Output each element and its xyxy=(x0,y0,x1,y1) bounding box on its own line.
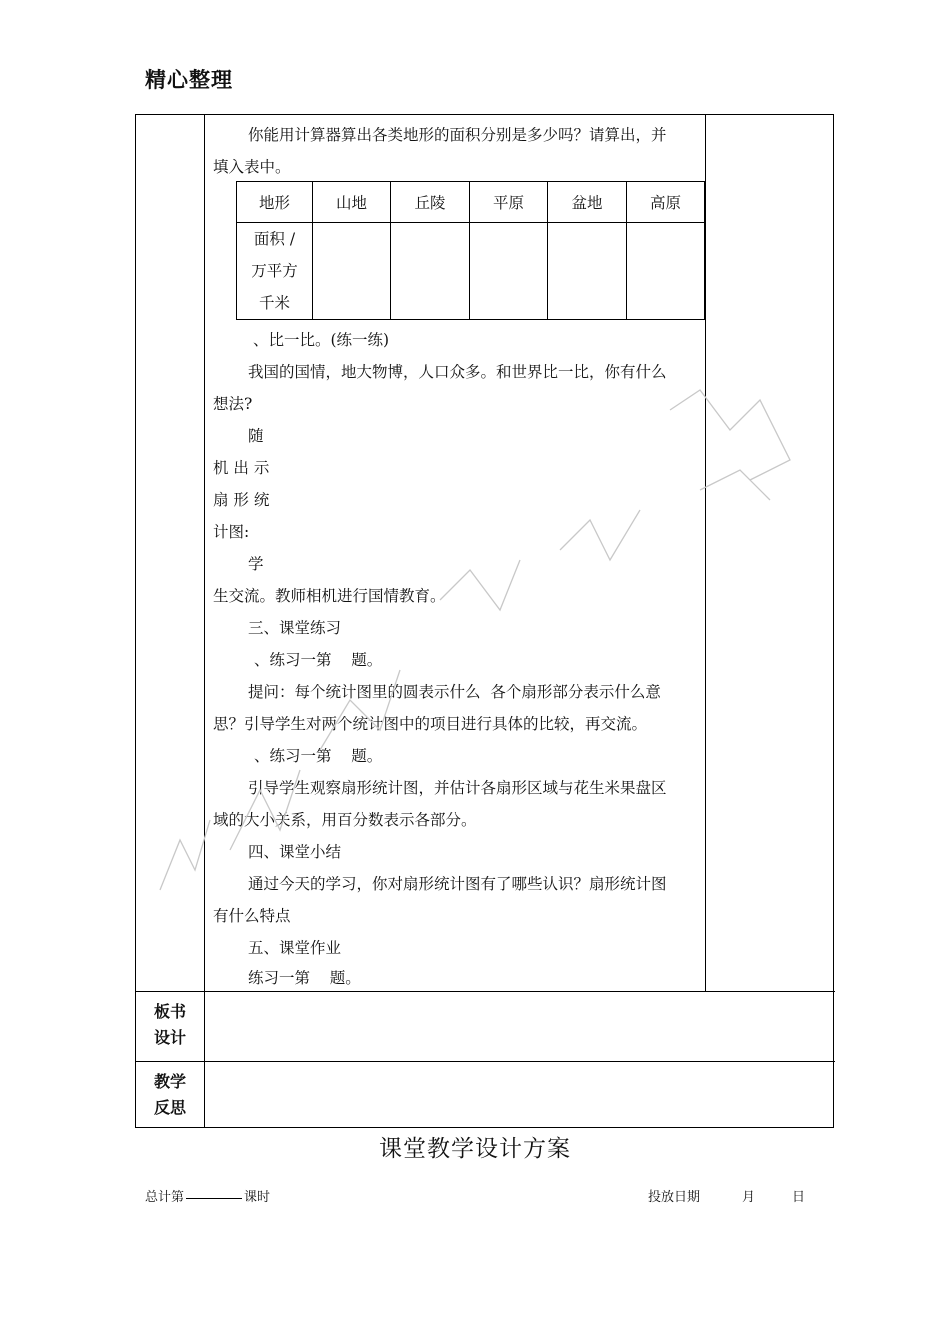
reflection-label xyxy=(136,1069,204,1121)
random-line: 扇 形 统 xyxy=(213,491,270,509)
compare-text-line-2: 想法? xyxy=(213,395,253,413)
question-line-2: 思？引导学生对两个统计图中的项目进行具体的比较，再交流。 xyxy=(213,715,648,733)
day-label: 日 xyxy=(792,1190,806,1205)
total-lessons xyxy=(145,1186,270,1205)
page-header-title: 精心整理 xyxy=(145,68,233,92)
compare-heading: 、比一比。(练一练) xyxy=(253,331,390,349)
terrain-header-cell: 丘陵 xyxy=(391,182,470,223)
terrain-header-row xyxy=(237,182,705,223)
area-label-line: 千米 xyxy=(258,294,290,312)
guide-line-2: 域的大小关系，用百分数表示各部分。 xyxy=(213,811,477,829)
area-value-cell xyxy=(391,223,470,320)
question-line-1: 提问：每个统计图里的圆表示什么 各个扇形部分表示什么意 xyxy=(248,683,661,701)
terrain-header-cell: 地形 xyxy=(237,182,313,223)
area-label-line: 面积 / xyxy=(253,230,296,248)
exercise-2: 、练习一第 题。 xyxy=(254,747,383,765)
summary-line-1: 通过今天的学习，你对扇形统计图有了哪些认识？扇形统计图 xyxy=(248,875,667,893)
row-divider-reflection xyxy=(136,1061,835,1062)
area-value-cell xyxy=(313,223,391,320)
intro-line-2: 填入表中。 xyxy=(213,158,291,176)
reflection-label-line: 反思 xyxy=(153,1098,186,1117)
board-label-line: 板书 xyxy=(153,1002,186,1021)
area-label-line: 万平方 xyxy=(251,262,298,280)
total-suffix: 课时 xyxy=(244,1190,271,1205)
terrain-header-cell: 高原 xyxy=(627,182,705,223)
area-value-cell xyxy=(627,223,705,320)
section-3-heading: 三、课堂练习 xyxy=(248,619,342,637)
row-divider-board xyxy=(136,991,835,992)
section-4-heading: 四、课堂小结 xyxy=(248,843,342,861)
summary-line-2: 有什么特点 xyxy=(213,907,291,925)
exchange-text: 生交流。教师相机进行国情教育。 xyxy=(213,587,446,605)
intro-line-1: 你能用计算器算出各类地形的面积分别是多少吗？请算出，并 xyxy=(248,126,667,144)
random-line: 学 xyxy=(248,555,264,573)
homework-text: 练习一第 题。 xyxy=(248,969,361,987)
terrain-area-table xyxy=(236,181,705,320)
compare-text-line-1: 我国的国情，地大物博，人口众多。和世界比一比，你有什么 xyxy=(248,363,667,381)
terrain-area-row xyxy=(237,223,705,320)
board-label-line: 设计 xyxy=(153,1028,186,1047)
area-value-cell xyxy=(470,223,548,320)
left-column-divider xyxy=(204,115,205,1128)
document-title: 课堂教学设计方案 xyxy=(379,1136,571,1162)
guide-line-1: 引导学生观察扇形统计图，并估计各扇形区域与花生米果盘区 xyxy=(248,779,667,797)
terrain-header-cell: 山地 xyxy=(313,182,391,223)
total-blank-line xyxy=(186,1198,242,1199)
lesson-plan-table xyxy=(135,114,834,1128)
reflection-label-line: 教学 xyxy=(153,1072,186,1091)
area-row-label xyxy=(237,223,313,320)
date-label: 投放日期 xyxy=(648,1190,701,1205)
exercise-1: 、练习一第 题。 xyxy=(254,651,383,669)
area-value-cell xyxy=(548,223,627,320)
right-column-divider xyxy=(705,115,706,991)
board-design-label xyxy=(136,999,204,1051)
terrain-header-cell: 平原 xyxy=(470,182,548,223)
month-label: 月 xyxy=(742,1190,756,1205)
section-5-heading: 五、课堂作业 xyxy=(248,939,342,957)
terrain-header-cell: 盆地 xyxy=(548,182,627,223)
total-prefix: 总计第 xyxy=(145,1190,185,1205)
random-line: 计图: xyxy=(213,523,250,541)
random-line: 随 xyxy=(248,427,264,445)
random-line: 机 出 示 xyxy=(213,459,270,477)
